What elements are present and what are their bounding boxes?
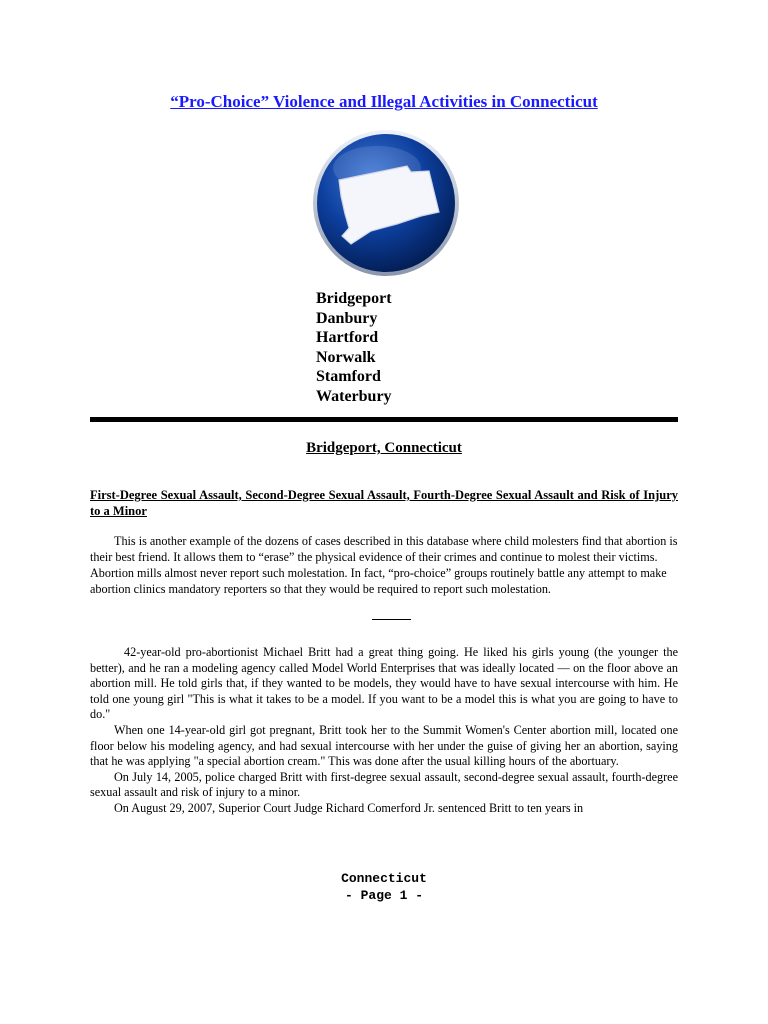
page-footer <box>0 870 768 904</box>
city-item: Stamford <box>316 368 381 386</box>
article-paragraph: When one 14-year-old girl got pregnant, Britt took her to the Summit Women's Center abortion mill, located one floor below his modeling agency, and had sexual intercourse with her under the guise of giving her an abortion, saying that he was applying "a special abortion cream." This was done after the usual killing hours of the abortuary. <box>90 722 678 769</box>
section-title: Bridgeport, Connecticut <box>306 440 462 456</box>
article-paragraph: 42-year-old pro-abortionist Michael Britt had a great thing going. He liked his girls young (the younger the better), and he ran a modeling agency called Model World Enterprises that was ideally located — on the floor above an abortion mill. He told girls that, if they wanted to be models, they would have to have sexual intercourse with him. He told one young girl "This is what it takes to be a model. If you want to be a model this is what you are going to have to do." <box>90 645 678 722</box>
city-item: Danbury <box>316 309 378 327</box>
intro-text: This is another example of the dozens of cases described in this database where child molesters find that abortion is their best friend. It allows them to “erase” the physical evidence of their crimes and continue to molest their victims. Abortion mills almost never report such molestation. In fact, “pro-choice” groups routinely battle any attempt to make abortion clinics mandatory reporters so that they would be required to report such molestation. <box>90 534 678 596</box>
footer-state: Connecticut <box>341 871 427 886</box>
article-paragraph: On July 14, 2005, police charged Britt with first-degree sexual assault, second-degree sexual assault, fourth-degree sexual assault and risk of injury to a minor. <box>90 769 678 800</box>
city-item: Hartford <box>316 329 379 347</box>
document-title[interactable]: “Pro-Choice” Violence and Illegal Activities in Connecticut <box>170 92 598 111</box>
connecticut-state-map-icon <box>311 128 461 278</box>
intro-paragraph <box>90 533 678 597</box>
article-body <box>90 645 678 817</box>
case-heading: First-Degree Sexual Assault, Second-Degree Sexual Assault, Fourth-Degree Sexual Assault and Risk of Injury to a Minor <box>90 488 678 518</box>
city-item: Waterbury <box>316 387 392 405</box>
city-list <box>316 289 392 407</box>
city-item: Norwalk <box>316 348 376 366</box>
city-item: Bridgeport <box>316 290 392 307</box>
page-number: - Page 1 - <box>344 888 423 903</box>
section-divider <box>90 417 678 422</box>
short-divider <box>372 619 411 620</box>
article-paragraph: On August 29, 2007, Superior Court Judge Richard Comerford Jr. sentenced Britt to ten years in <box>114 800 584 815</box>
